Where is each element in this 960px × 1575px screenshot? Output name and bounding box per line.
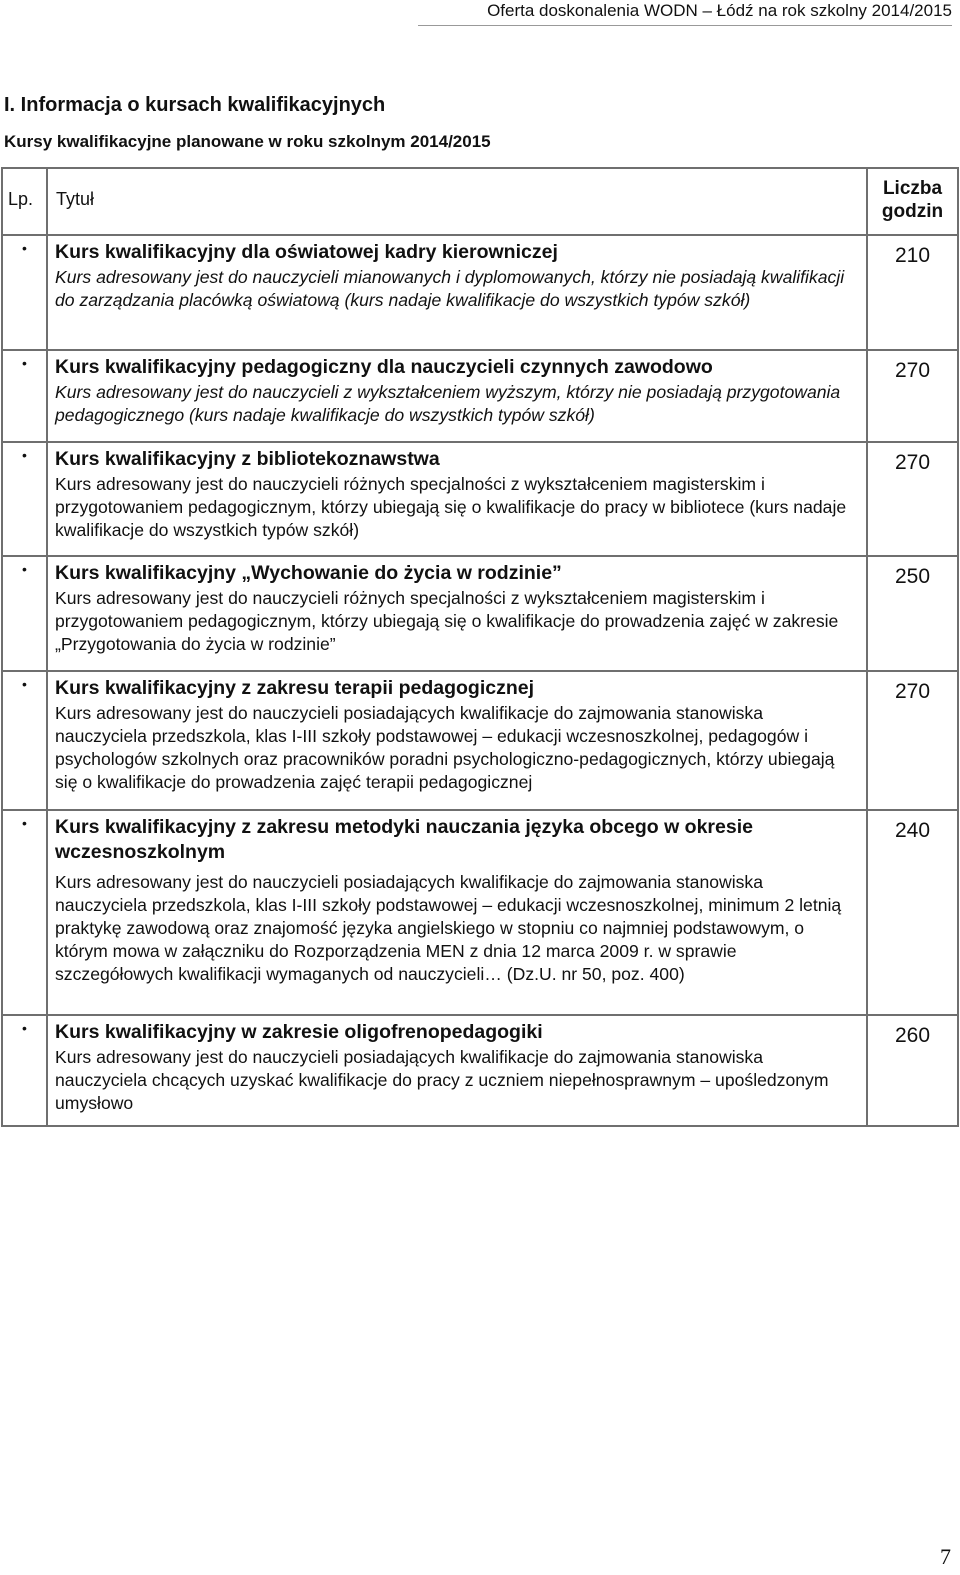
bullet-icon: • xyxy=(2,810,47,1015)
course-name: Kurs kwalifikacyjny w zakresie oligofrenopedagogiki xyxy=(55,1021,543,1043)
course-name: Kurs kwalifikacyjny z zakresu terapii pedagogicznej xyxy=(55,677,535,699)
bullet-icon: • xyxy=(2,556,47,671)
table-row xyxy=(2,235,958,350)
section-subtitle: Kursy kwalifikacyjne planowane w roku szkolnym 2014/2015 xyxy=(4,132,491,151)
course-description: Kurs adresowany jest do nauczycieli różnych specjalności z wykształceniem magisterskim i przygotowaniem pedagogicznym, którzy ubiegają się o kwalifikacje do pracy w bibliotece (kurs nadaje kwalifikacje do wszystkich typów szkół) xyxy=(55,474,847,540)
table-row xyxy=(2,671,958,810)
table-row xyxy=(2,1015,958,1126)
course-name: Kurs kwalifikacyjny z bibliotekoznawstwa xyxy=(55,448,440,470)
course-hours: 240 xyxy=(867,810,958,1015)
course-hours: 270 xyxy=(867,442,958,556)
table-row xyxy=(2,556,958,671)
courses-table xyxy=(1,167,959,1127)
table-header-row xyxy=(2,168,958,235)
course-cell xyxy=(47,1015,867,1126)
course-cell xyxy=(47,810,867,1015)
course-hours: 270 xyxy=(867,350,958,442)
table-row xyxy=(2,810,958,1015)
bullet-icon: • xyxy=(2,442,47,556)
column-header-lp: Lp. xyxy=(2,168,47,235)
course-name: Kurs kwalifikacyjny pedagogiczny dla nauczycieli czynnych zawodowo xyxy=(55,356,713,378)
course-description: Kurs adresowany jest do nauczycieli posiadających kwalifikacje do zajmowania stanowiska nauczyciela chcących uzyskać kwalifikacje do pracy z uczniem niepełnosprawnym – upośledzonym umysłowo xyxy=(55,1047,829,1113)
course-hours: 270 xyxy=(867,671,958,810)
course-hours: 210 xyxy=(867,235,958,350)
course-name: Kurs kwalifikacyjny „Wychowanie do życia w rodzinie” xyxy=(55,562,562,584)
table-row xyxy=(2,442,958,556)
bullet-icon: • xyxy=(2,1015,47,1126)
course-cell xyxy=(47,556,867,671)
bullet-icon: • xyxy=(2,671,47,810)
course-description: Kurs adresowany jest do nauczycieli posiadających kwalifikacje do zajmowania stanowiska nauczyciela przedszkola, klas I-III szkoły podstawowej – edukacji wczesnoszkolnej, pedagogów i psychologów szkolnych oraz pracowników poradni psychologiczno-pedagogicznych, którzy ubiegają się o kwalifikacje do prowadzenia zajęć terapii pedagogicznej xyxy=(55,703,835,792)
course-name: Kurs kwalifikacyjny z zakresu metodyki nauczania języka obcego w okresie wczesnoszkolnym xyxy=(55,816,753,863)
course-hours: 260 xyxy=(867,1015,958,1126)
course-cell xyxy=(47,671,867,810)
table-row xyxy=(2,350,958,442)
course-hours: 250 xyxy=(867,556,958,671)
course-cell xyxy=(47,442,867,556)
bullet-icon: • xyxy=(2,350,47,442)
running-header: Oferta doskonalenia WODN – Łódź na rok szkolny 2014/2015 xyxy=(418,1,952,26)
course-cell xyxy=(47,235,867,350)
course-name: Kurs kwalifikacyjny dla oświatowej kadry kierowniczej xyxy=(55,241,558,263)
course-description: Kurs adresowany jest do nauczycieli posiadających kwalifikacje do zajmowania stanowiska nauczyciela przedszkola, klas I-III szkoły podstawowej – edukacji wczesnoszkolnej, minimum 2 letnią praktykę zawodową oraz znajomość języka angielskiego w stopniu co najmniej podstawowym, o którym mowa w załączniku do Rozporządzenia MEN z dnia 12 marca 2009 r. w sprawie szczegółowych kwalifikacji wymaganych od nauczycieli… (Dz.U. nr 50, poz. 400) xyxy=(55,872,842,984)
column-header-hours: Liczba godzin xyxy=(867,168,958,235)
section-title: I. Informacja o kursach kwalifikacyjnych xyxy=(4,94,386,116)
course-description: Kurs adresowany jest do nauczycieli mianowanych i dyplomowanych, którzy nie posiadają kwalifikacji do zarządzania placówką oświatową (kurs nadaje kwalifikacje do wszystkich typów szkół) xyxy=(55,267,845,310)
course-description: Kurs adresowany jest do nauczycieli z wykształceniem wyższym, którzy nie posiadają przygotowania pedagogicznego (kurs nadaje kwalifikacje do wszystkich typów szkół) xyxy=(55,382,841,425)
page-number: 7 xyxy=(940,1544,951,1569)
column-header-title: Tytuł xyxy=(47,168,867,235)
course-description: Kurs adresowany jest do nauczycieli różnych specjalności z wykształceniem magisterskim i przygotowaniem pedagogicznym, którzy ubiegają się o kwalifikacje do prowadzenia zajęć w zakresie „Przygotowania do życia w rodzinie” xyxy=(55,588,839,654)
course-cell xyxy=(47,350,867,442)
bullet-icon: • xyxy=(2,235,47,350)
